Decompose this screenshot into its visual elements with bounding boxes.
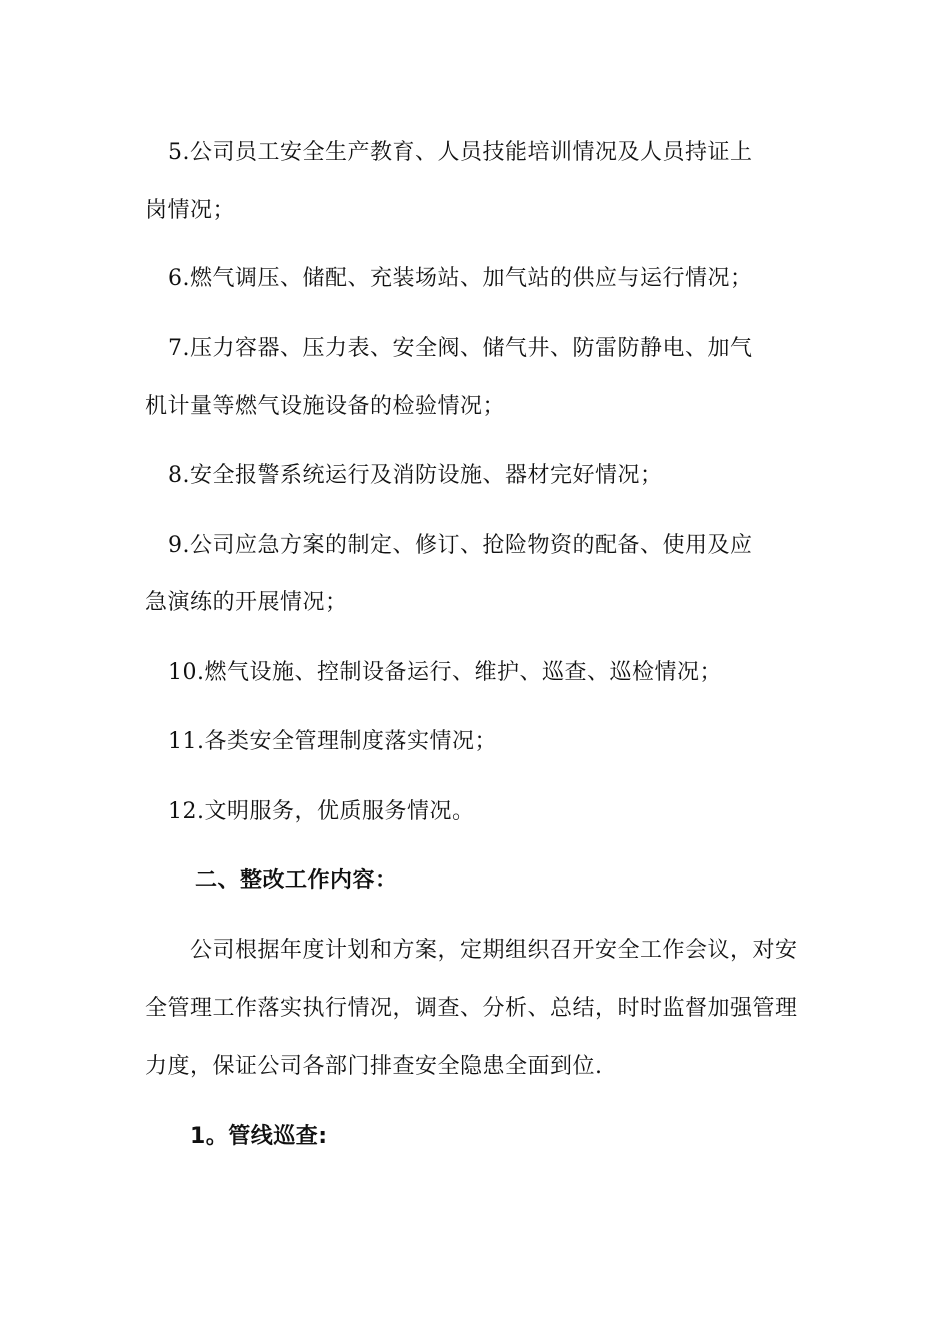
paragraph-line-2: 全管理工作落实执行情况，调查、分析、总结，时时监督加强管理 [145,996,798,1021]
list-item-11: 11.各类安全管理制度落实情况； [168,729,497,754]
list-item-9-line-1: 9.公司应急方案的制定、修订、抢险物资的配备、使用及应 [168,533,753,558]
list-item-8: 8.安全报警系统运行及消防设施、器材完好情况； [168,463,663,488]
list-item-10: 10.燃气设施、控制设备运行、维护、巡查、巡检情况； [168,660,722,685]
list-item-6: 6.燃气调压、储配、充装场站、加气站的供应与运行情况； [168,266,753,291]
list-item-9-line-2: 急演练的开展情况； [145,590,348,615]
paragraph-line-1: 公司根据年度计划和方案，定期组织召开安全工作会议，对安 [190,938,798,963]
list-item-5-line-1: 5.公司员工安全生产教育、人员技能培训情况及人员持证上 [168,140,753,165]
list-item-5-line-2: 岗情况； [145,198,236,223]
list-item-12: 12.文明服务，优质服务情况。 [168,799,475,824]
subsection-heading: 1。管线巡查: [190,1124,328,1149]
list-item-7-line-1: 7.压力容器、压力表、安全阀、储气井、防雷防静电、加气 [168,336,753,361]
list-item-7-line-2: 机计量等燃气设施设备的检验情况； [145,394,506,419]
section-heading: 二、整改工作内容： [195,868,398,893]
paragraph-line-3: 力度，保证公司各部门排查安全隐患全面到位. [145,1054,603,1079]
